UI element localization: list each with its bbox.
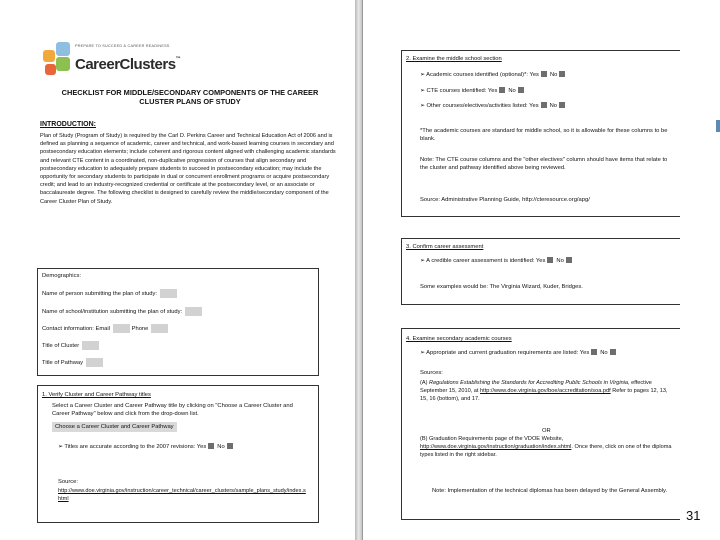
introduction-heading: INTRODUCTION: [40, 121, 96, 128]
source-b: (B) Graduation Requirements page of the VDOE Website, http://www.doe.virginia.gov/instruction/graduation/index.shtml. Once there, click on one of the diploma types listed in the right sidebar. [420, 436, 672, 458]
yes-checkbox[interactable] [208, 443, 214, 449]
section-1-source-link[interactable]: http://www.doe.virginia.gov/instruction/career_technical/career_clusters/sample_plans_study/index.shtml [58, 488, 306, 502]
section-3-examples: Some examples would be: The Virginia Wizard, Kuder, Bridges. [420, 284, 583, 290]
section-1-box [37, 385, 319, 523]
section-1-check: ➢ Titles are accurate according to the 2007 revisions: Yes No [58, 443, 236, 451]
yes-checkbox[interactable] [591, 349, 597, 355]
institution-row: Name of school/institution submitting the plan of study: [42, 307, 202, 316]
section-3-box [401, 238, 680, 305]
section-3-item: ➢ A credible career assessment is identified: Yes No [420, 257, 575, 265]
contact-row: Contact information: Email Phone [42, 324, 168, 333]
section-2-item-3: ➢ Other courses/electives/activities listed: Yes No [420, 102, 568, 110]
section-2-item-2: ➢ CTE courses identified: Yes No [420, 87, 527, 95]
pathway-row: Title of Pathway [42, 358, 103, 367]
source-a-link[interactable]: http://www.doe.virginia.gov/boe/accreditation/soa.pdf [480, 388, 611, 394]
no-checkbox[interactable] [518, 87, 524, 93]
yes-checkbox[interactable] [547, 257, 553, 263]
document-title: CHECKLIST FOR MIDDLE/SECONDARY COMPONENTS OF THE CAREER CLUSTER PLANS OF STUDY [61, 88, 319, 106]
career-clusters-logo [43, 42, 181, 82]
source-b-link[interactable]: http://www.doe.virginia.gov/instruction/graduation/index.shtml [420, 444, 572, 450]
phone-field[interactable] [151, 324, 168, 333]
section-4-title: 4. Examine secondary academic courses [406, 336, 512, 342]
section-4-note: Note: Implementation of the technical diplomas has been delayed by the General Assembly. [432, 488, 668, 494]
email-field[interactable] [113, 324, 130, 333]
no-checkbox[interactable] [566, 257, 572, 263]
cluster-pathway-dropdown[interactable]: Choose a Career Cluster and Career Pathway [52, 422, 177, 432]
section-3-title: 3. Confirm career assessment [406, 244, 484, 250]
section-2-source: Source: Administrative Planning Guide, http://cteresource.org/apg/ [420, 197, 590, 203]
pathway-field[interactable] [86, 358, 103, 367]
section-1-source-label: Source: [58, 479, 78, 485]
cluster-row: Title of Cluster [42, 341, 99, 350]
page-number: 31 [686, 508, 701, 523]
logo-tagline: PREPARE TO SUCCEED & CAREER READINESS [75, 44, 170, 48]
section-2-note-2: Note: The CTE course columns and the "other electives" column should have items that relate to the cluster and pathway identified above being reviewed. [420, 157, 668, 171]
introduction-paragraph: Plan of Study (Program of Study) is required by the Carl D. Perkins Career and Technical Education Act of 2006 and is defined as planning a sequence of academic, career and technical, and work-based learning courses in secondary and postsecondary education elements; include coherent and rigorous content aligned with challenging academic standards and relevant CTE content in a coordinated, non-duplicative progression of courses that align secondary and postsecondary education to adequately prepare students to succeed in postsecondary education; may include the opportunity for secondary students to participate in dual or concurrent enrollment programs or acquire postsecondary credit; and lead to an industry-recognized credential or certificate at the postsecondary level, or an associate or baccalaureate degree. The following checklist is designed to carefully review the middle/secondary component of the Career Cluster Plan of Study. [40, 133, 336, 205]
section-4-box [401, 328, 680, 520]
section-4-item: ➢ Appropriate and current graduation requirements are listed: Yes No [420, 349, 619, 357]
left-document-page [25, 0, 356, 540]
no-checkbox[interactable] [227, 443, 233, 449]
no-checkbox[interactable] [610, 349, 616, 355]
name-field[interactable] [160, 289, 177, 298]
section-2-note-1: *The academic courses are standard for middle school, so it is allowable for these columns to be blank. [420, 128, 668, 142]
section-2-box [401, 50, 680, 217]
cluster-field[interactable] [82, 341, 99, 350]
no-checkbox[interactable] [559, 102, 565, 108]
section-1-instructions: Select a Career Cluster and Career Pathway title by clicking on "Choose a Career Cluster and Career Pathway" below and click from the drop-down list. [52, 403, 293, 417]
demographics-box [37, 268, 319, 376]
section-4-sources: Sources: [420, 370, 443, 376]
logo-wordmark: CareerClusters™ [75, 56, 181, 73]
or-label: OR [542, 428, 551, 434]
demographics-heading: Demographics: [42, 273, 81, 279]
yes-checkbox[interactable] [499, 87, 505, 93]
right-document-page [362, 0, 720, 540]
source-a: (A) Regulations Establishing the Standards for Accrediting Public Schools in Virginia, effective September 15, 2010, at http://www.doe.virginia.gov/boe/accreditation/soa.pdf Refer to pages 12, 13, 15, 16 (bottom), and 17. [420, 380, 668, 402]
page-gutter [355, 0, 362, 540]
no-checkbox[interactable] [559, 71, 565, 77]
yes-checkbox[interactable] [541, 102, 547, 108]
section-2-title: 2. Examine the middle school section [406, 56, 502, 62]
edge-marker [716, 120, 720, 132]
name-row: Name of person submitting the plan of study: [42, 289, 177, 298]
section-2-item-1: ➢ Academic courses identified (optional)*: Yes No [420, 71, 568, 79]
institution-field[interactable] [185, 307, 202, 316]
yes-checkbox[interactable] [541, 71, 547, 77]
section-1-title: 1. Verify Cluster and Career Pathway titles [42, 392, 151, 398]
